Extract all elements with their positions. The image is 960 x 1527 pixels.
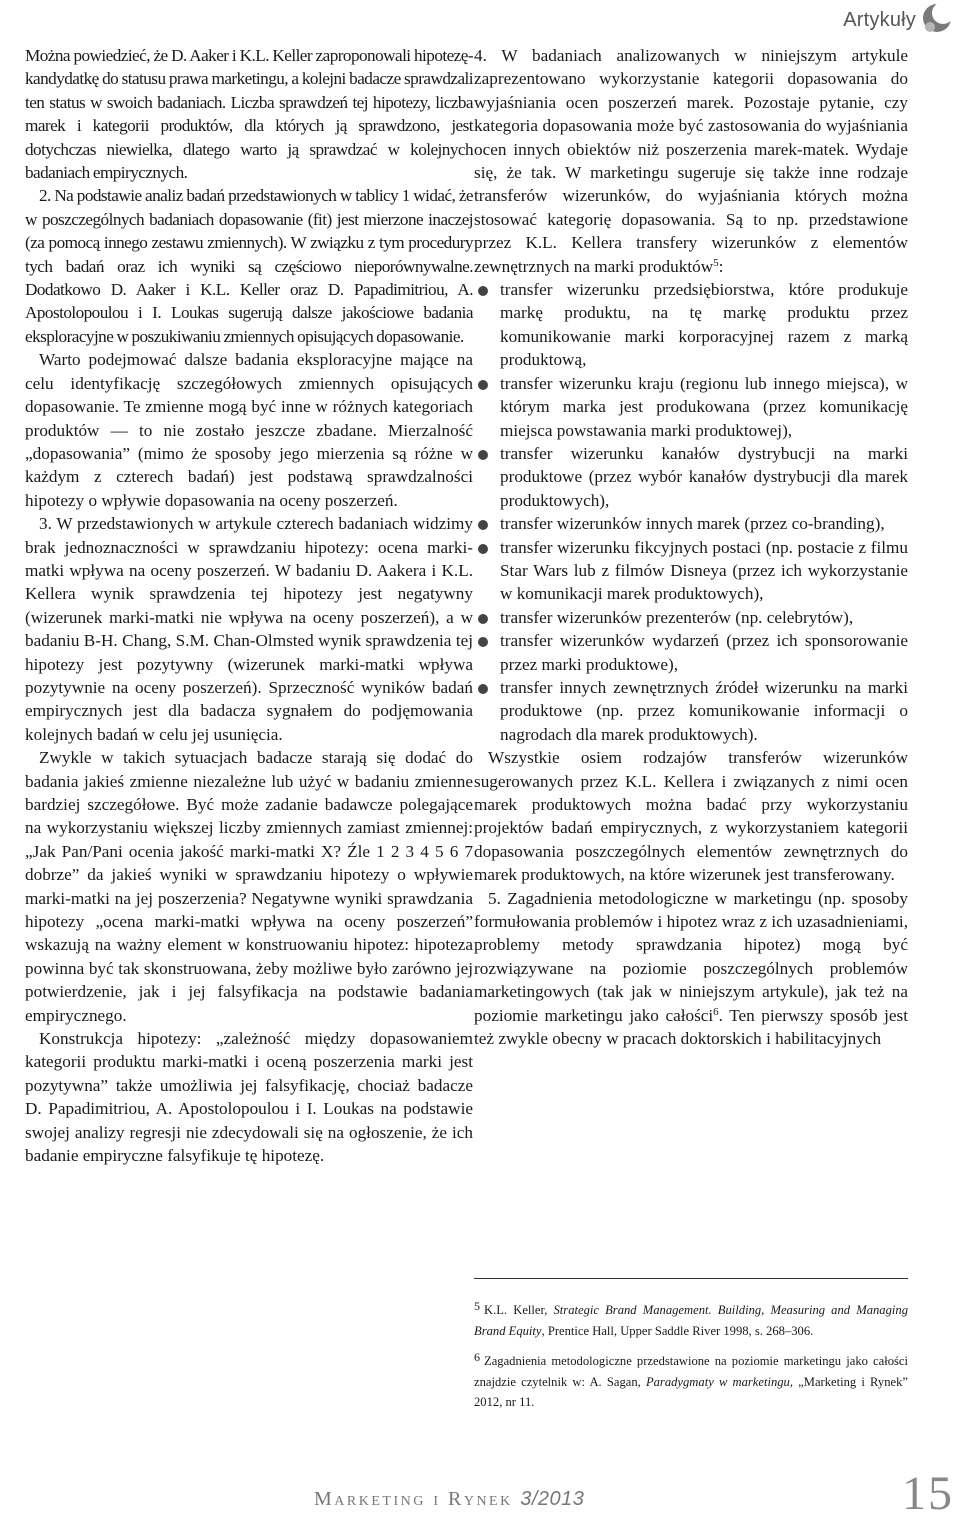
list-item-text: transfer wizerunków prezenterów (np. celebrytów), (500, 607, 854, 627)
list-item (474, 512, 908, 535)
footnote-pre: Zagadnienia metodologiczne przedstawione na poziomie marketingu jako całości znajdzie czytelnik w: A. Sagan, (474, 1354, 908, 1389)
footnote-ref: 5 (713, 256, 719, 269)
bullet-dot-icon (478, 450, 488, 460)
bullet-dot-icon (478, 380, 488, 390)
bullet-dot-icon (478, 286, 488, 296)
footnote-title: Strategic Brand Management. Building, Measuring and Managing Brand Equity (474, 1303, 908, 1338)
paragraph-point5 (474, 887, 908, 1051)
right-column (474, 44, 908, 1050)
paragraph: Konstrukcja hipotezy: „zależność między dopasowaniem kategorii produktu marki-matki i oceną poszerzenia marki jest pozytywna” także umożliwia jej falsyfikację, chociaż badacze D. Papadimitriou, A. Apostolopoulou i I. Loukas na podstawie swojej analizy regresji nie zdecydowali się na ogłoszenie, że ich badanie empiryczne falsyfikuje tę hipotezę. (25, 1029, 473, 1166)
list-item-text: transfer wizerunku kraju (regionu lub innego miejsca), w którym marka jest produkowana (przez komunikację miejsca powstawania marki produktowej), (500, 373, 908, 440)
left-column (25, 44, 473, 1168)
footnote-number: 6 (474, 1350, 480, 1364)
transfer-list (474, 278, 908, 746)
list-item-text: transfer innych zewnętrznych źródeł wizerunku na marki produktowe (np. przez komunikowanie informacji o nagrodach dla marek produktowych). (500, 677, 908, 744)
section-label: Artykuły (843, 8, 916, 31)
footnote-post: , Prentice Hall, Upper Saddle River 1998, s. 268–306. (541, 1323, 814, 1338)
bullet-dot-icon (478, 614, 488, 624)
list-item (474, 372, 908, 442)
intro-end: : (718, 256, 724, 276)
footnote-post: , „Marketing i Rynek” 2012, nr 11. (474, 1374, 908, 1409)
footnote-divider (474, 1278, 908, 1279)
list-item (474, 278, 908, 372)
footnote (474, 1347, 908, 1413)
paragraph: Zwykle w takich sytuacjach badacze starają się dodać do badania jakieś zmienne niezależne lub użyć w badaniu zmienne bardziej szczegółowe. Być może zadanie badawcze polegające na wykorzystaniu większej liczby zmiennych zamiast zmiennej: „Jak Pan/Pani ocenia jakość marki-matki X? Źle 1 2 3 4 5 6 7 dobrze” da jakieś wyniki w sprawdzaniu hipotezy o wpływie marki-matki na jej poszerzenia? Negatywne wyniki sprawdzania hipotezy „ocena marki-matki wpływa na oceny poszerzeń” wskazują na ważny element w konstruowaniu hipotez: hipoteza powinna być tak skonstruowana, żeby możliwe było zarówno jej potwierdzenie, jak i jej falsyfikacja na podstawie badania empirycznego. (25, 748, 473, 1025)
paragraph: Warto podejmować dalsze badania eksploracyjne mające na celu identyfikację szczegółowych zmiennych opisujących dopasowanie. Te zmienne mogą być inne w różnych kategoriach produktów — to nie zostało jeszcze zbadane. Mierzalność „dopasowania” (mimo że sposoby jego mierzenia są różne w każdym z czterech badań) jest podstawą sprawdzalności hipotezy o wpływie dopasowania na oceny poszerzeń. (25, 350, 473, 510)
crescent-logo-icon (922, 1, 952, 40)
footnote (474, 1296, 908, 1341)
list-item-text: transfer wizerunku fikcyjnych postaci (np. postacie z filmu Star Wars lub z filmów Disneya (przez ich wykorzystanie w komunikacji marek produktowych), (500, 537, 908, 604)
journal-footer (314, 1488, 584, 1511)
page-number: 15 (902, 1467, 954, 1520)
footnote-pre: K.L. Keller, (484, 1303, 548, 1317)
list-item-text: transfer wizerunku przedsiębiorstwa, które produkuje markę produktu, na tę markę produktu przez komunikowanie marki korporacyjnej razem z marką produktową, (500, 280, 908, 370)
list-item (474, 676, 908, 746)
footnote-title: Paradygmaty w marketingu (645, 1374, 790, 1389)
bullet-dot-icon (478, 684, 488, 694)
point5-text: 5. Zagadnienia metodologiczne w marketingu (np. sposoby formułowania problemów i hipotez wraz z ich uzasadnieniami, problemy metody sprawdzania hipotez) mogą być rozwiązywane na poziomie poszczególnych problemów marketingowych (tak jak w niniejszym artykule), jak też na poziomie marketingu jako całości (474, 888, 908, 1025)
footnotes (474, 1296, 908, 1419)
bullet-dot-icon (478, 520, 488, 530)
section-header (843, 2, 952, 38)
paragraph-summary: Wszystkie osiem rodzajów transferów wizerunków sugerowanych przez K.L. Kellera i związanych z nimi ocen marek produktowych można badać przy wykorzystaniu projektów badań empirycznych, z wykorzystaniem kategorii dopasowania poszczególnych elementów zewnętrznych do marek produktowych, na które wizerunek jest transferowany. (474, 748, 908, 885)
paragraph-intro (474, 44, 908, 278)
list-item (474, 606, 908, 629)
intro-text: 4. W badaniach analizowanych w niniejszym artykule zaprezentowano wykorzystanie kategorii dopasowania do wyjaśniania ocen poszerzeń marek. Pozostaje pytanie, czy kategoria dopasowania może być zastosowania do wyjaśniania ocen innych obiektów niż poszerzenia marek-matek. Wydaje się, że tak. W marketingu sugeruje się także inne rodzaje transferów wizerunków, do wyjaśniania których można stosować kategorię dopasowania. Są to np. przedstawione przez K.L. Kellera transfery wizerunków z elementów zewnętrznych na marki produktów (474, 46, 908, 276)
list-item-text: transfer wizerunków wydarzeń (przez ich sponsorowanie przez marki produktowe), (500, 631, 908, 674)
list-item (474, 442, 908, 512)
list-item-text: transfer wizerunku kanałów dystrybucji na marki produktowe (przez wybór kanałów dystrybucji dla marek produktowych), (500, 443, 908, 510)
point5-end: . Ten pierwszy sposób jest też zwykle obecny w pracach doktorskich i habilitacyjnych (474, 1005, 909, 1049)
footnote-ref: 6 (713, 1005, 719, 1018)
list-item (474, 629, 908, 676)
paragraph: Można powiedzieć, że D. Aaker i K.L. Keller zaproponowali hipotezę-kandydatkę do statusu prawa marketingu, a kolejni badacze sprawdzali ten status w swoich badaniach. Liczba sprawdzeń tej hipotezy, liczba marek i kategorii produktów, dla których ją sprawdzono, jest dotychczas niewielka, dlatego warto ją sprawdzać w kolejnych badaniach empirycznych. (25, 46, 473, 183)
journal-issue: 3/2013 (520, 1488, 585, 1510)
bullet-dot-icon (478, 637, 488, 647)
list-item (474, 536, 908, 606)
footnote-number: 5 (474, 1299, 480, 1313)
bullet-dot-icon (478, 544, 488, 554)
paragraph: 3. W przedstawionych w artykule czterech badaniach widzimy brak jednoznaczności w sprawdzaniu hipotezy: ocena marki-matki wpływa na oceny poszerzeń. W badaniu D. Aakera i K.L. Kellera wynik sprawdzenia tej hipotezy jest negatywny (wizerunek marki-matki nie wpływa na oceny poszerzeń), a w badaniu B-H. Chang, S.M. Chan-Olmsted wynik sprawdzenia tej hipotezy jest pozytywny (wizerunek marki-matki wpływa pozytywnie na oceny poszerzeń). Sprzeczność wyników badań empirycznych jest dla badacza sygnałem do podjęmowania kolejnych badań w celu jej usunięcia. (25, 514, 473, 744)
list-item-text: transfer wizerunków innych marek (przez co-branding), (500, 514, 885, 534)
paragraph: 2. Na podstawie analiz badań przedstawionych w tablicy 1 widać, że w poszczególnych badaniach dopasowanie (fit) jest mierzone inaczej (za pomocą innego zestawu zmiennych). W związku z tym procedury tych badań oraz ich wyniki są częściowo nieporównywalne. Dodatkowo D. Aaker i K.L. Keller oraz D. Papadimitriou, A. Apostolopoulou i I. Loukas sugerują dalsze jakościowe badania eksploracyjne w poszukiwaniu zmiennych opisujących dopasowanie. (25, 186, 473, 346)
journal-name: Marketing i Rynek (314, 1488, 513, 1510)
